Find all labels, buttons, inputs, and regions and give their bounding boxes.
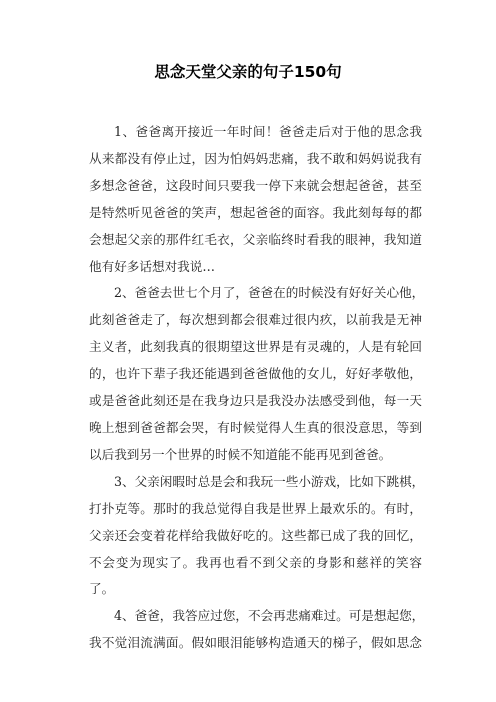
paragraph-2	[89, 280, 425, 468]
text-line: 或是爸爸此刻还是在我身边只是我没办法感受到他，每一天	[89, 393, 422, 409]
text-line: 主义者，此刻我真的很期望这世界是有灵魂的，人是有轮回	[89, 339, 422, 355]
text-line: 父亲还会变着花样给我做好吃的。这些都已成了我的回忆，	[89, 527, 422, 543]
text-line: 他有好多话想对我说…	[89, 258, 215, 274]
text-line: 会想起父亲的那件红毛衣，父亲临终时看我的眼神，我知道	[89, 231, 422, 247]
document-title: 思念天堂父亲的句子150句	[154, 63, 342, 81]
text-line: 此刻爸爸走了，每次想到都会很难过很内疚，以前我是无神	[89, 312, 422, 328]
paragraph-4	[89, 603, 425, 657]
text-line: 了。	[89, 581, 115, 597]
text-line: 不会变为现实了。我再也看不到父亲的身影和慈祥的笑容	[89, 554, 422, 570]
document-body	[89, 119, 425, 657]
text-line: 打扑克等。那时的我总觉得自我是世界上最欢乐的。有时，	[89, 500, 422, 516]
text-line: 的，也许下辈子我还能遇到爸爸做他的女儿，好好孝敬他，	[89, 366, 422, 382]
text-line: 是特然听见爸爸的笑声，想起爸爸的面容。我此刻每每的都	[89, 204, 422, 220]
text-line: 多想念爸爸，这段时间只要我一停下来就会想起爸爸，甚至	[89, 177, 422, 193]
text-line: 晚上想到爸爸都会哭，有时候觉得人生真的很没意思，等到	[89, 419, 422, 435]
paragraph-3	[89, 469, 425, 604]
paragraph-1	[89, 119, 422, 280]
text-line: 3、父亲闲暇时总是会和我玩一些小游戏，比如下跳棋，	[114, 473, 425, 489]
text-line: 4、爸爸，我答应过您，不会再悲痛难过。可是想起您，	[114, 608, 425, 624]
text-line: 1、爸爸离开接近一年时间！爸爸走后对于他的思念我	[114, 124, 422, 139]
text-line: 2、爸爸去世七个月了，爸爸在的时候没有好好关心他，	[114, 285, 425, 301]
text-line: 以后我到另一个世界的时候不知道能不能再见到爸爸。	[89, 446, 392, 462]
text-line: 我不觉泪流满面。假如眼泪能够构造通天的梯子，假如思念	[89, 635, 422, 651]
text-line: 从来都没有停止过，因为怕妈妈悲痛，我不敢和妈妈说我有	[89, 150, 422, 166]
